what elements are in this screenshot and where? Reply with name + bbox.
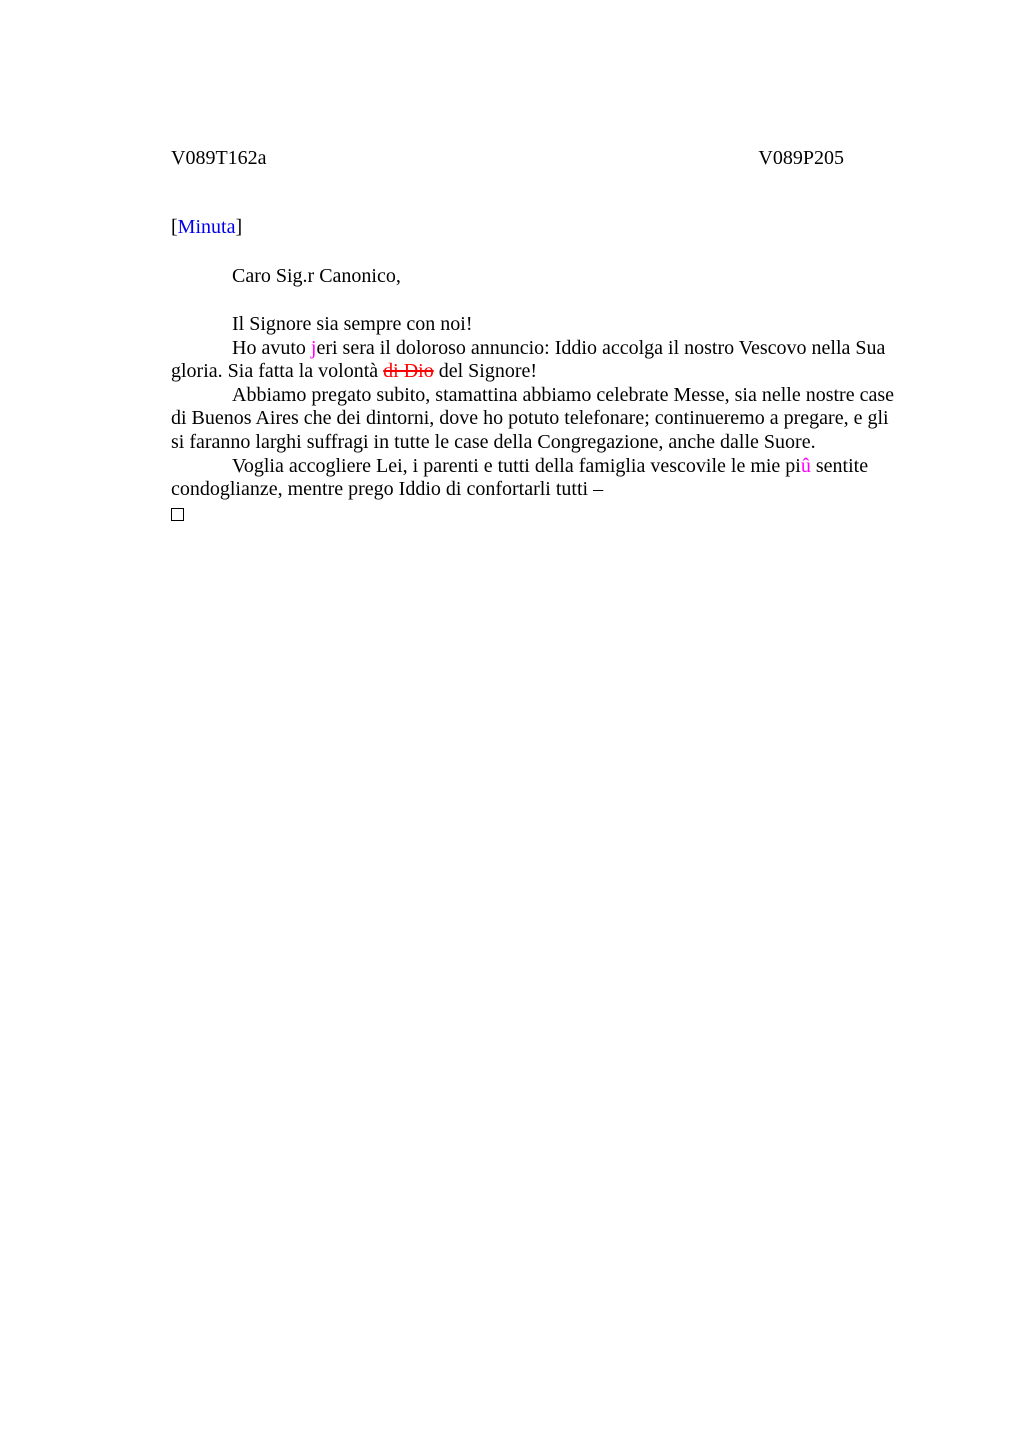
paragraph-1-line-1 [171,337,916,361]
paragraph-2-line-3: si faranno larghi suffragi in tutte le case della Congregazione, anche dalle Suore. [171,430,816,453]
paragraph-3-line-2: condoglianze, mentre prego Iddio di confortarli tutti – [171,478,604,501]
p1-text-d: del Signore! [433,360,538,383]
checkbox-line [171,502,916,528]
left-code: V089T162a [171,147,267,169]
empty-box-icon [171,508,184,521]
bracket-close: ] [235,216,243,238]
letter-body [171,313,916,527]
paragraph-1-line-2 [171,360,916,384]
paragraph-2-line-1: Abbiamo pregato subito, stamattina abbiamo celebrate Messe, sia nelle nostre case [232,383,895,406]
bracket-open: [ [171,216,178,238]
paragraph-2-line-2: di Buenos Aires che dei dintorni, dove ho potuto telefonare; continueremo a pregare, e gli [171,407,889,430]
salutation: Caro Sig.r Canonico, [232,265,401,287]
struck-text: di Dio [383,360,434,383]
p3-text-b: sentite [810,454,869,477]
greeting: Il Signore sia sempre con noi! [232,313,473,335]
correction-u: û [800,454,811,477]
minuta-label [171,216,242,240]
correction-j: j [310,336,317,359]
p1-text-a: Ho avuto [232,336,311,359]
right-code: V089P205 [758,147,844,169]
p1-text-b: eri sera il doloroso annuncio: Iddio accolga il nostro Vescovo nella Sua [316,336,886,359]
minuta-word: Minuta [177,216,236,238]
paragraph-3-line-1 [171,455,916,479]
p1-text-c: gloria. Sia fatta la volontà [171,360,384,383]
p3-text-a: Voglia accogliere Lei, i parenti e tutti della famiglia vescovile le mie pi [232,454,801,477]
